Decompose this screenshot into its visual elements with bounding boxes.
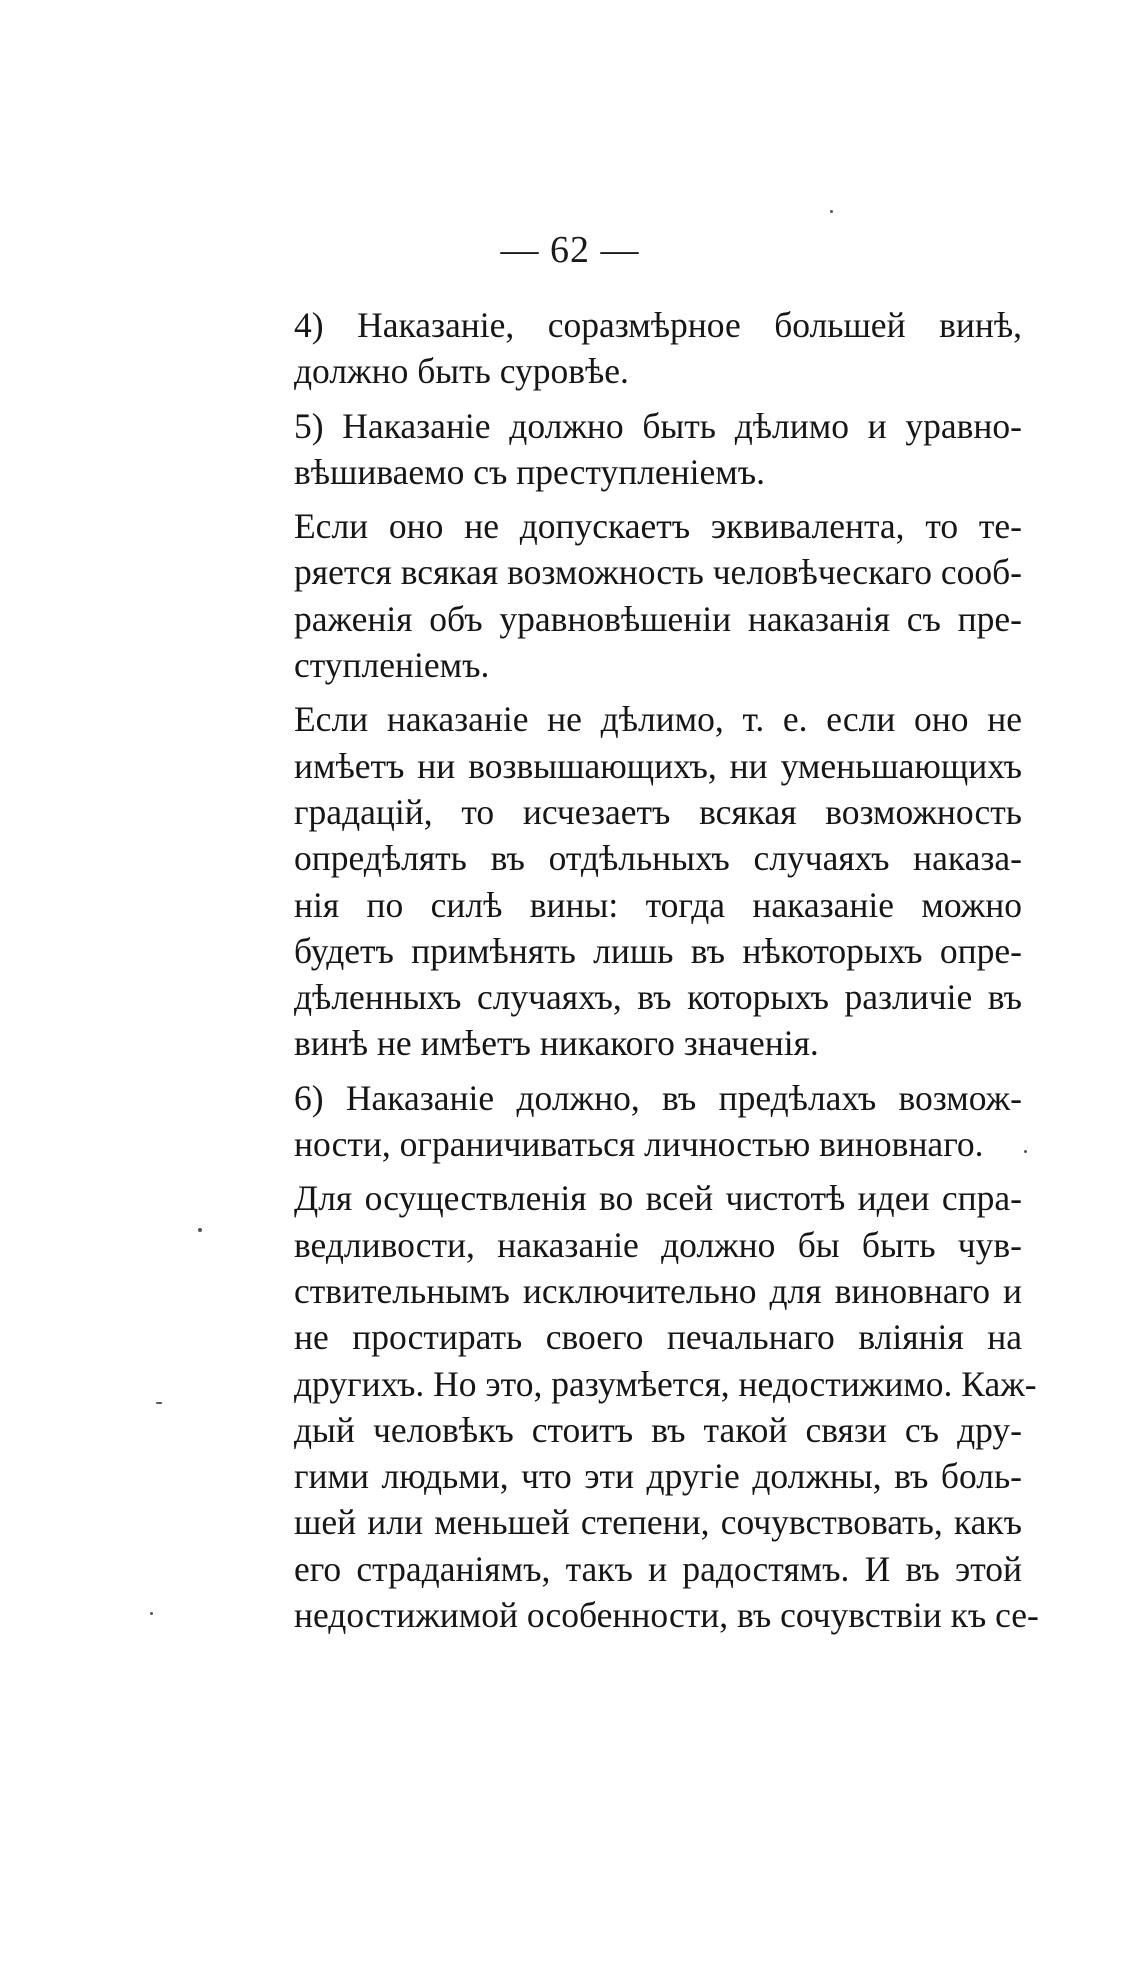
text-line: Для осуществленія во всей чистотѣ идеи спра-	[294, 1178, 1022, 1219]
text-line: будетъ примѣнять лишь въ нѣкоторыхъ опре-	[294, 930, 1022, 971]
scan-speck	[198, 1228, 202, 1232]
paragraph-rule-4	[254, 302, 1022, 395]
text-line: винѣ не имѣетъ никакого значенія.	[294, 1023, 819, 1064]
text-line: раженія объ уравновѣшеніи наказанія съ пре-	[294, 598, 1022, 639]
text-line: ряется всякая возможность человѣческаго сооб-	[294, 552, 1022, 593]
text-line: дѣленныхъ случаяхъ, въ которыхъ различіе въ	[294, 977, 1022, 1018]
text-line: должно быть суровѣе.	[294, 351, 629, 392]
text-line: ступленіемъ.	[294, 645, 490, 686]
paragraph-equivalent	[254, 503, 1022, 688]
text-line: имѣетъ ни возвышающихъ, ни уменьшающихъ	[294, 745, 1022, 786]
paragraph-divisibility	[254, 696, 1022, 1066]
page-number: — 62 —	[500, 229, 640, 271]
text-line: 6) Наказаніе должно, въ предѣлахъ возмож-	[294, 1077, 1022, 1118]
text-line: ности, ограничиваться личностью виновнаго.	[294, 1124, 984, 1165]
scan-speck	[150, 1612, 153, 1615]
text-line: ведливости, наказаніе должно бы быть чув-	[294, 1224, 1022, 1265]
text-line: нія по силѣ вины: тогда наказаніе можно	[294, 884, 1022, 925]
scan-speck	[156, 1402, 162, 1404]
text-line: ствительнымъ исключительно для виновнаго и	[294, 1270, 1022, 1311]
text-line: Если оно не допускаетъ эквивалента, то те-	[294, 506, 1022, 547]
text-line: гими людьми, что эти другіе должны, въ боль-	[294, 1456, 1022, 1497]
paragraph-rule-5	[254, 403, 1022, 496]
text-line: Если наказаніе не дѣлимо, т. е. если оно не	[294, 699, 1022, 740]
text-line: не простирать своего печальнаго вліянія на	[294, 1317, 1022, 1358]
paragraph-rule-6	[254, 1075, 1022, 1168]
text-line: вѣшиваемо съ преступленіемъ.	[294, 451, 765, 492]
text-line: недостижимой особенности, въ сочувствіи къ се-	[294, 1595, 1039, 1636]
text-line: 4) Наказаніе, соразмѣрное большей винѣ,	[294, 305, 1022, 345]
text-line: дый человѣкъ стоитъ въ такой связи съ дру-	[294, 1409, 1022, 1450]
text-line: его страданіямъ, такъ и радостямъ. И въ этой	[294, 1548, 1022, 1589]
text-line: другихъ. Но это, разумѣется, недостижимо. Каж-	[294, 1363, 1037, 1404]
text-line: шей или меньшей степени, сочувствовать, какъ	[294, 1502, 1022, 1543]
paragraph-justice	[254, 1175, 1039, 1638]
text-line: опредѣлять въ отдѣльныхъ случаяхъ наказа-	[294, 838, 1022, 879]
scan-speck	[1024, 1150, 1027, 1153]
scan-speck	[830, 210, 833, 213]
text-line: градацій, то исчезаетъ всякая возможность	[294, 791, 1022, 832]
text-line: 5) Наказаніе должно быть дѣлимо и уравно-	[294, 405, 1022, 446]
body-text	[254, 302, 1039, 1646]
